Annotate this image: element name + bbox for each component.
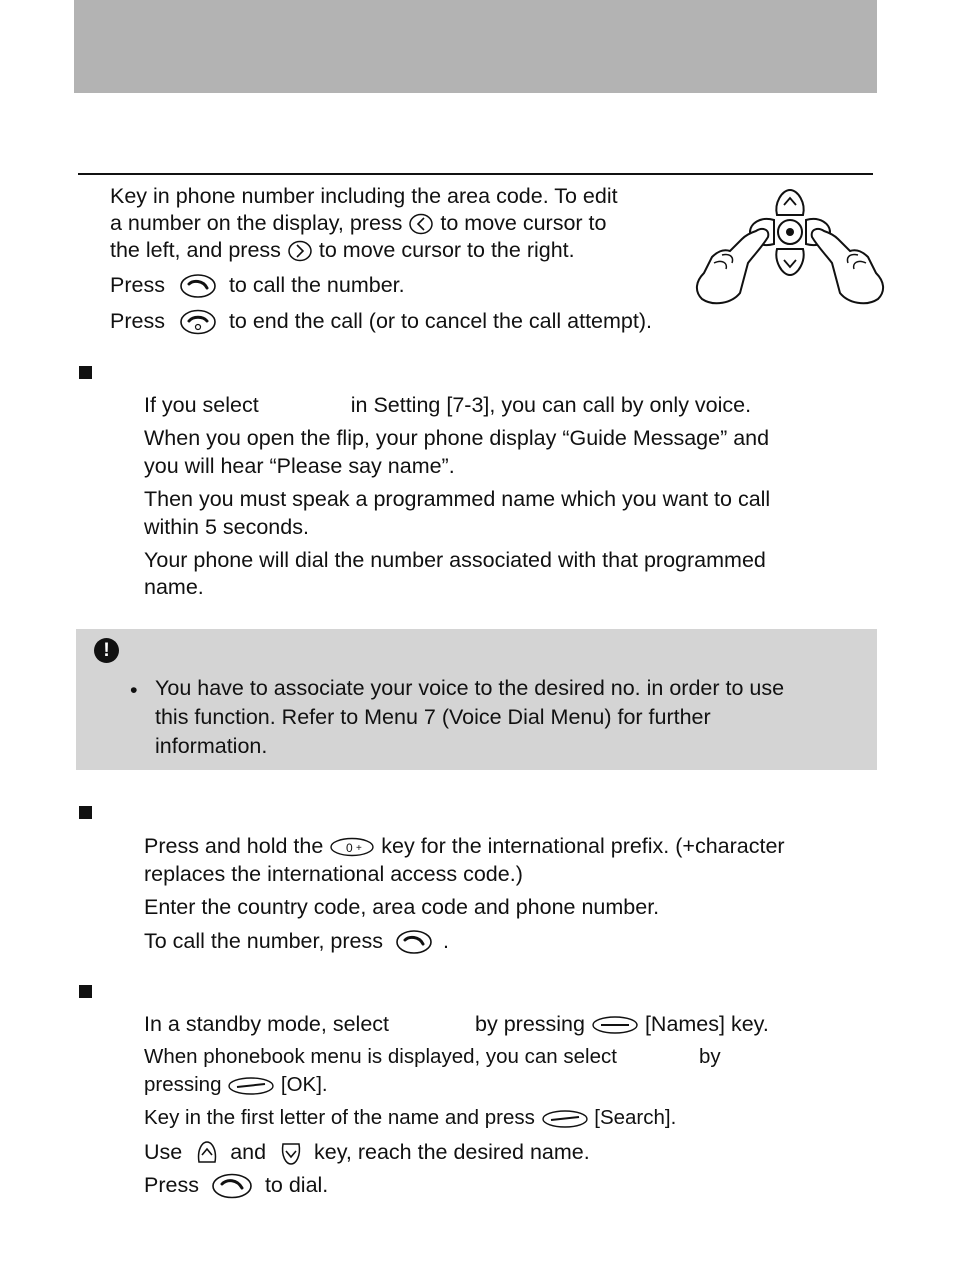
header-band xyxy=(74,0,877,93)
voice-line2: When you open the flip, your phone display “Guide Message” and xyxy=(144,426,770,450)
navigation-keypad-hands-illustration xyxy=(692,183,892,318)
book-line4: Key in the first letter of the name and press [Search]. xyxy=(144,1106,677,1129)
nav-right-key-icon xyxy=(287,240,313,262)
svg-text:+: + xyxy=(356,843,363,855)
intl-line3: Enter the country code, area code and phone number. xyxy=(144,895,660,919)
note-bullet: • xyxy=(130,678,138,702)
voice-line4: Then you must speak a programmed name which you want to call xyxy=(144,487,771,511)
svg-text:0: 0 xyxy=(346,841,353,856)
nav-down-key-icon xyxy=(280,1140,302,1166)
warning-icon: ! xyxy=(94,638,119,663)
soft-key-icon xyxy=(541,1109,589,1129)
voice-line6: Your phone will dial the number associated with that programmed xyxy=(144,548,766,572)
send-key-icon xyxy=(179,274,217,298)
nav-up-key-icon xyxy=(196,1140,218,1166)
section-square-icon xyxy=(79,366,92,379)
send-key-icon xyxy=(211,1173,253,1199)
section-square-icon xyxy=(79,985,92,998)
soft-key-icon xyxy=(227,1076,275,1096)
voice-line7: name. xyxy=(144,575,204,599)
soft-key-icon xyxy=(591,1015,639,1035)
send-key-icon xyxy=(395,930,433,954)
note-line3: information. xyxy=(155,734,268,758)
book-line5: Use and key, reach the desired name. xyxy=(144,1138,590,1166)
voice-line1: If you select in Setting [7-3], you can call by only voice. xyxy=(144,393,752,417)
sec1-line2: a number on the display, press to move cursor to xyxy=(110,211,607,235)
sec1-line1: Key in phone number including the area code. To edit xyxy=(110,184,618,208)
intl-line4: To call the number, press . xyxy=(144,929,449,953)
note-line1: You have to associate your voice to the desired no. in order to use xyxy=(155,676,785,700)
nav-left-key-icon xyxy=(408,213,434,235)
end-key-icon xyxy=(179,309,217,335)
book-line6: Press to dial. xyxy=(144,1171,328,1199)
book-line3: pressing [OK]. xyxy=(144,1073,328,1096)
voice-line3: you will hear “Please say name”. xyxy=(144,454,455,478)
book-line1: In a standby mode, select by pressing [Names] key. xyxy=(144,1012,769,1036)
zero-plus-key-icon xyxy=(329,837,375,857)
book-line2: When phonebook menu is displayed, you can select by xyxy=(144,1045,721,1068)
section-square-icon xyxy=(79,806,92,819)
sec1-end-line: Press to end the call (or to cancel the call attempt). xyxy=(110,307,652,335)
sec1-line3: the left, and press to move cursor to the right. xyxy=(110,238,575,262)
voice-line5: within 5 seconds. xyxy=(144,515,309,539)
intl-line2: replaces the international access code.) xyxy=(144,862,523,886)
intl-line1: Press and hold the 0 + key for the international prefix. (+character xyxy=(144,834,785,858)
sec1-call-line: Press to call the number. xyxy=(110,273,405,297)
note-line2: this function. Refer to Menu 7 (Voice Dial Menu) for further xyxy=(155,705,711,729)
header-rule xyxy=(78,173,873,175)
